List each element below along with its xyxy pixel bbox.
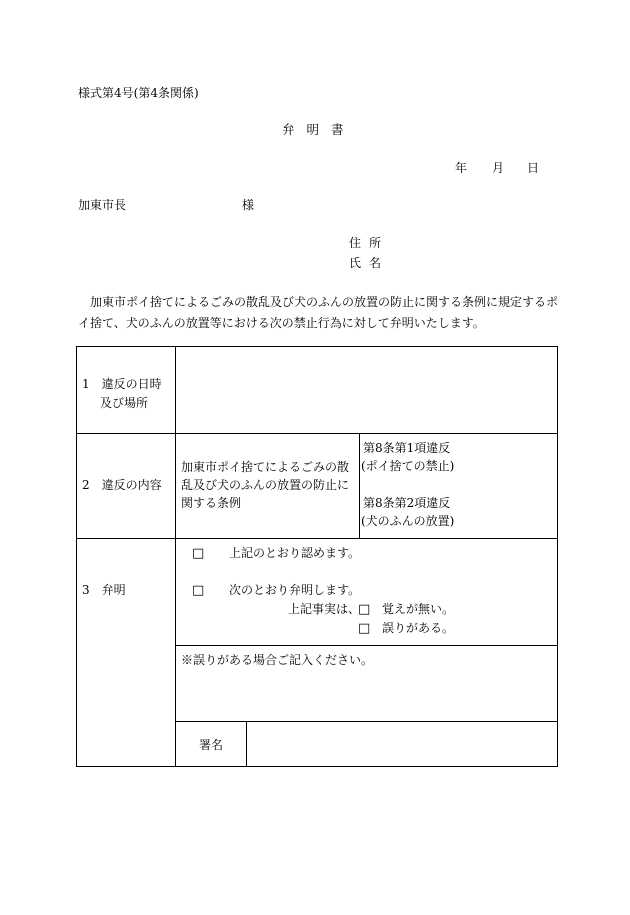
row-divider-2 <box>76 538 558 539</box>
admit-checkbox[interactable]: □ <box>192 546 205 561</box>
no-memory-text: 覚えが無い。 <box>382 602 455 616</box>
ordinance-line2: 乱及び犬のふんの放置の防止に <box>181 478 350 492</box>
row1-label-line1: 1 違反の日時 <box>82 377 162 391</box>
ordinance-line1: 加東市ポイ捨てによるごみの散 <box>181 460 350 474</box>
ordinance-line3: 関する条例 <box>181 496 242 510</box>
explain-checkbox[interactable]: □ <box>192 583 205 598</box>
statement-text: 加東市ポイ捨てによるごみの散乱及び犬のふんの放置の防止に関する条例に規定するポイ捨て、犬のふんの放置等における次の禁止行為に対して弁明いたします。 <box>78 295 559 330</box>
clause1-line1: 第8条第1項違反 <box>363 441 451 455</box>
table-border-bottom <box>76 766 558 767</box>
explain-text: 次のとおり弁明します。 <box>229 583 361 597</box>
row-divider-3 <box>175 645 558 646</box>
error-note: ※誤りがある場合ご記入ください。 <box>181 653 374 667</box>
addressee: 加東市長 <box>78 198 127 212</box>
row-divider-1 <box>76 433 558 434</box>
signature-label: 署名 <box>199 738 224 752</box>
name-label: 氏名 <box>349 256 390 270</box>
table-border-right <box>557 346 558 767</box>
datetime-place-field[interactable] <box>176 347 557 433</box>
fact-prefix: 上記事実は、 <box>288 602 361 616</box>
date-day-label: 日 <box>527 161 540 175</box>
signature-field[interactable] <box>247 722 557 766</box>
admit-text: 上記のとおり認めます。 <box>229 546 361 560</box>
row1-label-line2: 及び場所 <box>100 396 149 410</box>
date-year-label: 年 <box>455 161 468 175</box>
no-memory-checkbox[interactable]: □ <box>358 602 371 617</box>
error-details-field[interactable] <box>176 670 557 720</box>
clause2-line1: 第8条第2項違反 <box>363 496 451 510</box>
row3-label: 3 弁明 <box>82 583 126 597</box>
error-text: 誤りがある。 <box>382 621 455 635</box>
form-number: 様式第4号(第4条関係) <box>78 86 199 100</box>
col-divider-clause <box>359 433 360 539</box>
date-month-label: 月 <box>492 161 505 175</box>
honorific: 様 <box>242 198 255 212</box>
error-checkbox[interactable]: □ <box>358 621 371 636</box>
table-border-left <box>76 346 77 767</box>
row2-label: 2 違反の内容 <box>82 478 162 492</box>
clause2-line2: (犬のふんの放置) <box>361 514 455 528</box>
address-label: 住所 <box>349 236 390 250</box>
clause1-line2: (ポイ捨ての禁止) <box>361 459 455 473</box>
document-title: 弁明書 <box>282 122 356 137</box>
